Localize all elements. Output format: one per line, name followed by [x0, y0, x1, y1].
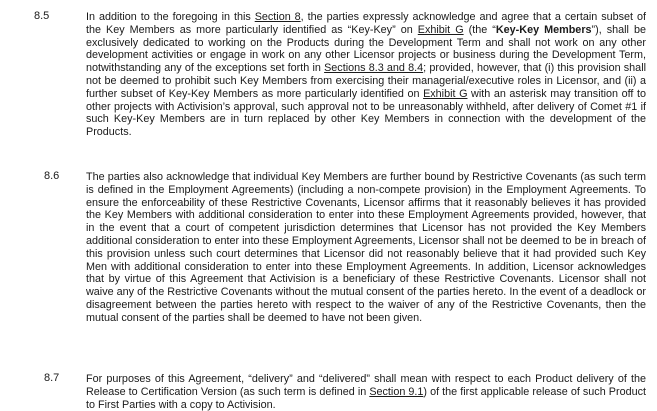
- clause-number: 8.5: [34, 10, 50, 22]
- text-run: ) of the first applicable release of such Product to First Parties with a copy to Activision.: [86, 385, 646, 411]
- text-run: For purposes of this Agreement, “delivery” and “delivered” shall mean with respect to each Product delivery of the Release to Certification Version (as such term is defined in: [86, 373, 646, 398]
- section-reference: Section 9.1: [369, 385, 424, 398]
- text-run: The parties also acknowledge that individual Key Members are further bound by Restrictive Covenants (as such term is defined in the Employment Agreements) (including a non-compete provision) in the Employment Agreements. To ensure the enforceability of these Restrictive Covenants, Licensor affirms that it reasonably believes it has provided the Key Members with additional consideration to enter into these Employment Agreements provided, however, that in the event that a court of competent jurisdiction determines that Licensor has not provided the Key Members additional consideration to enter into these Employment Agreements, Licensor shall not be deemed to be in breach of this provision unless such court determines that Licensor did not reasonably believe that it had provided such Key Men with additional consideration to enter into these Employment Agreements. In addition, Licensor acknowledges that by virtue of this Agreement that Activision is a beneficiary of these Restrictive Covenants. Licensor shall not waive any of the Restrictive Covenants without the mutual consent of the parties hereto. In the event of a deadlock or disagreement between the parties hereto with respect to the waiver of any of the Restrictive Covenants, then the mutual consent of the parties shall be deemed to have not been given.: [86, 171, 646, 324]
- clause-text: [86, 171, 646, 325]
- exhibit-reference: Exhibit G: [423, 87, 468, 100]
- defined-term: Key-Key Members: [495, 23, 592, 36]
- text-run: with an asterisk may transition off to other projects with Activision’s approval, such approval not to be unreasonably withheld, after delivery of Comet #1 if such Key-Key Members are in turn replaced by other Key Members in connection with the development of the Products.: [86, 87, 646, 139]
- text-run: ; provided, however, that (i) this provision shall not be deemed to prohibit such Key Members from exercising their managerial/executive roles in Licensor, and (ii) a further subset of Key-Key Members as more particularly identified on: [86, 62, 646, 100]
- section-reference: Section 8: [254, 11, 301, 23]
- text-run: , the parties expressly acknowledge and agree that a certain subset of the Key Members as more particularly identified as “Key-Key” on: [86, 11, 646, 36]
- text-run: (the “: [463, 23, 496, 36]
- clause-text: [86, 11, 646, 139]
- clause-number: 8.6: [44, 170, 60, 182]
- clause-text: [86, 373, 646, 411]
- text-run: ”), shall be exclusively dedicated to working on the Products during the Development Term and shall not work on any other development activities or engage in work on any other Licensor projects or business during the Development Term, notwithstanding any of the exceptions set forth in: [86, 23, 646, 75]
- clause-number: 8.7: [44, 372, 60, 384]
- exhibit-reference: Exhibit G: [417, 23, 464, 36]
- text-run: In addition to the foregoing in this: [86, 11, 255, 23]
- section-reference: Sections 8.3 and 8.4: [324, 62, 424, 75]
